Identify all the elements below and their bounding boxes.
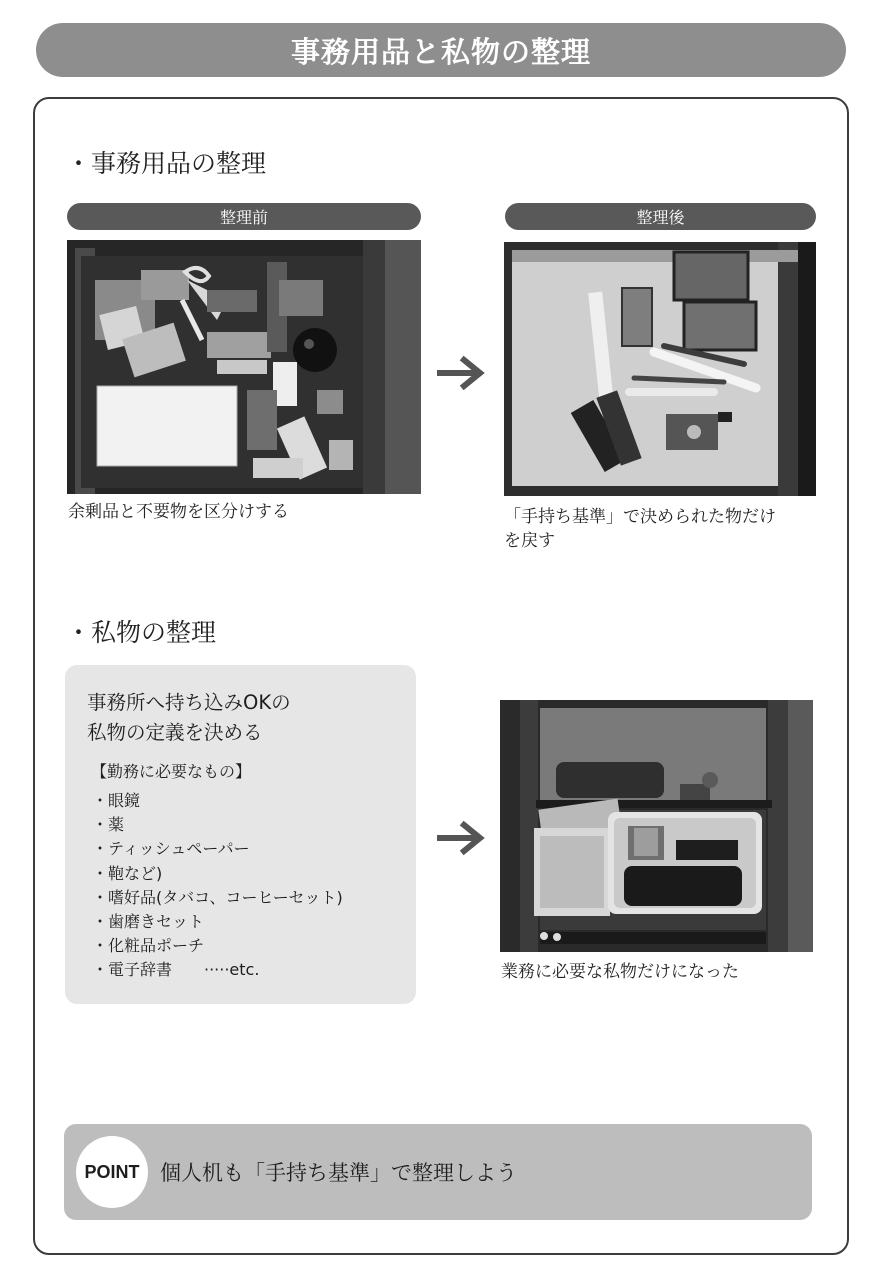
- before-label: [67, 203, 421, 230]
- page-title: 事務用品と私物の整理: [290, 34, 591, 69]
- organized-drawer-photo: [504, 242, 816, 496]
- personal-drawer-photo: [500, 700, 813, 952]
- title-banner: [36, 23, 846, 77]
- section-heading-personal: ・私物の整理: [66, 618, 217, 647]
- required-items-heading: 【勤務に必要なもの】: [91, 762, 252, 781]
- before-caption: 余剰品と不要物を区分けする: [68, 502, 289, 522]
- after-label-text: 整理後: [636, 208, 685, 227]
- definition-title-line2: 私物の定義を決める: [87, 721, 263, 744]
- definition-title-line1: 事務所へ持ち込みOKの: [87, 691, 291, 714]
- list-item: ・化粧品ポーチ: [92, 936, 205, 956]
- before-label-text: 整理前: [219, 208, 268, 227]
- required-items-list: [92, 789, 343, 983]
- section-heading-supplies: ・事務用品の整理: [66, 149, 267, 178]
- personal-items-definition-box: [65, 665, 416, 1004]
- definition-title: [87, 688, 291, 748]
- right-arrow-icon: [436, 353, 486, 393]
- list-item: ・眼鏡: [92, 791, 141, 810]
- point-badge: [76, 1136, 148, 1208]
- after-caption-line2: を戻す: [504, 531, 555, 551]
- right-arrow-icon: [436, 818, 486, 858]
- list-item: ・鞄など): [92, 863, 163, 883]
- list-item: ・歯磨きセット: [92, 912, 205, 932]
- list-item: ・ティッシュペーパー: [92, 839, 250, 859]
- list-item: ・嗜好品(タバコ、コーヒーセット): [92, 887, 343, 907]
- list-item: ・薬: [92, 815, 125, 835]
- point-text: 個人机も「手持ち基準」で整理しよう: [160, 1161, 517, 1185]
- personal-after-caption: 業務に必要な私物だけになった: [501, 962, 739, 982]
- list-item: ・電子辞書 ·····etc.: [92, 960, 260, 980]
- point-bar: [64, 1124, 812, 1220]
- point-badge-label: POINT: [84, 1161, 140, 1182]
- after-label: [505, 203, 816, 230]
- cluttered-drawer-photo: [67, 240, 421, 494]
- after-caption-line1: 「手持ち基準」で決められた物だけ: [504, 507, 776, 527]
